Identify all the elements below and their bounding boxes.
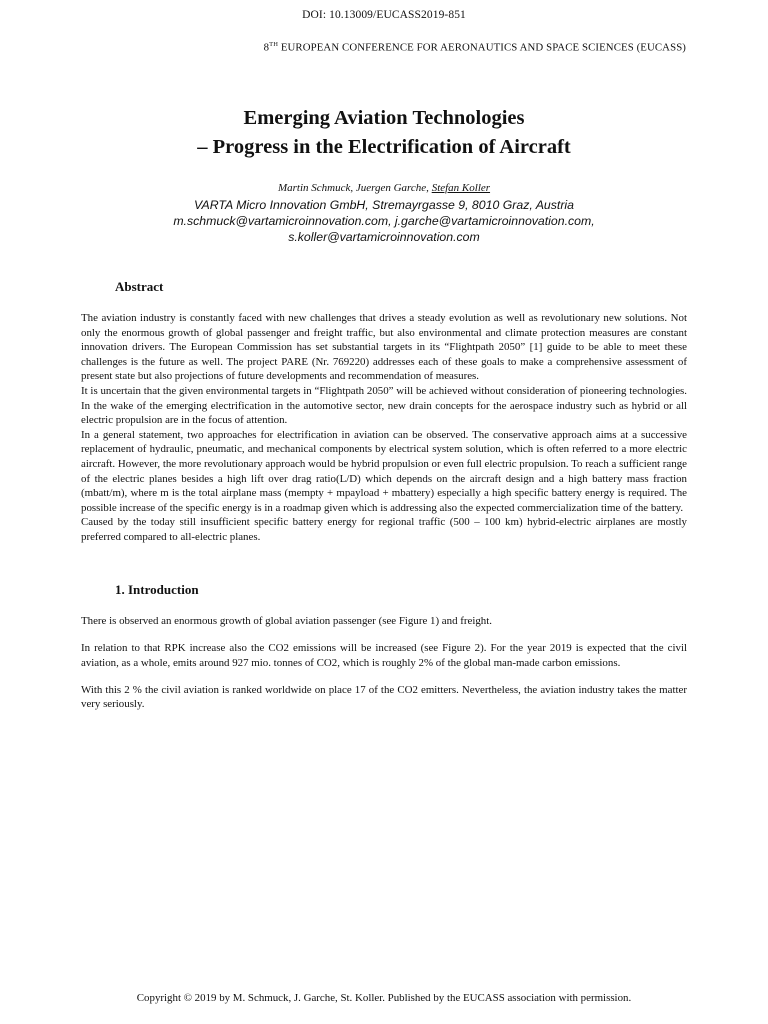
author-names (0, 181, 768, 195)
introduction-paragraph: There is observed an enormous growth of global aviation passenger (see Figure 1) and freight. (81, 615, 492, 627)
paper-title (0, 104, 768, 162)
author-emails-line-2[interactable]: s.koller@vartamicroinnovation.com (288, 230, 480, 244)
title-line-2: – Progress in the Electrification of Aircraft (197, 136, 571, 158)
conference-ordinal: 8 (263, 41, 270, 54)
abstract-paragraph: The aviation industry is constantly faced with new challenges that drives a steady evolution as well as revolutionary new solutions. Not only the enormous growth of global passenger and freight traffic, but also environmental and climate protection measures are constant innovation drivers. The European Commission has set substantial targets in its “Flightpath 2050” [1] guide to be able to meet these challenges is the future as well. The project PARE (Nr. 769220) addresses each of these goals to make a comprehensive assessment of present state but also projections of future developments and recommendation of measures. (81, 312, 687, 383)
doi-header: DOI: 10.13009/EUCASS2019-851 (302, 9, 466, 21)
introduction-paragraph: With this 2 % the civil aviation is ranked worldwide on place 17 of the CO2 emitters. Nevertheless, the aviation industry takes the matter very seriously. (81, 683, 687, 711)
abstract-paragraph: In a general statement, two approaches for electrification in aviation can be observed. The conservative approach aims at a successive replacement of hydraulic, pneumatic, and mechanical components by electrical system solution, which is often referred to a more electric aircraft. However, the more revolutionary approach would be hybrid propulsion or even full electric propulsion. To reach a sufficient range of the electric planes besides a high lift over drag ratio(L/D) which depends on the aircraft design and a high battery mass fraction (mbatt/m), where m is the total airplane mass (mempty + mpayload + mbattery) especially a high specific battery energy is required. The possible increase of the specific energy is in a roadmap given which is addressing also the expected commercialization time of the battery. (81, 428, 687, 514)
introduction-body (81, 614, 687, 724)
introduction-paragraph: In relation to that RPK increase also the CO2 emissions will be increased (see Figure 2). For the year 2019 is expected that the civil aviation, as a whole, emits around 927 mio. tonnes of CO2, which is roughly 2% of the global man-made carbon emissions. (81, 642, 687, 669)
author-names-plain: Martin Schmuck, Juergen Garche, (277, 182, 432, 194)
author-emails-line-1[interactable]: m.schmuck@vartamicroinnovation.com, j.garche@vartamicroinnovation.com, (173, 214, 595, 228)
abstract-paragraph: Caused by the today still insufficient specific battery energy for regional traffic (500 – 100 km) hybrid-electric airplanes are mostly preferred compared to all-electric planes. (81, 516, 687, 543)
author-affiliation: VARTA Micro Innovation GmbH, Stremayrgasse 9, 8010 Graz, Austria (194, 198, 574, 212)
author-name-underlined[interactable]: Stefan Koller (431, 182, 491, 194)
abstract-paragraph: It is uncertain that the given environmental targets in “Flightpath 2050” will be achieved without consideration of pioneering technologies. In the wake of the emerging electrification in the automotive sector, new drain concepts for the aerospace industry such as hybrid or all electric propulsion are in the focus of attention. (81, 384, 687, 427)
abstract-body (81, 311, 687, 545)
title-line-1: Emerging Aviation Technologies (243, 107, 525, 129)
introduction-heading: 1. Introduction (115, 582, 199, 597)
conference-ordinal-suffix: TH (269, 41, 279, 48)
copyright-footer: Copyright © 2019 by M. Schmuck, J. Garche, St. Koller. Published by the EUCASS association with permission. (136, 992, 632, 1004)
author-block (0, 181, 768, 245)
conference-name: EUROPEAN CONFERENCE FOR AERONAUTICS AND SPACE SCIENCES (EUCASS) (280, 41, 686, 54)
abstract-heading: Abstract (115, 279, 164, 294)
conference-header (264, 41, 686, 54)
